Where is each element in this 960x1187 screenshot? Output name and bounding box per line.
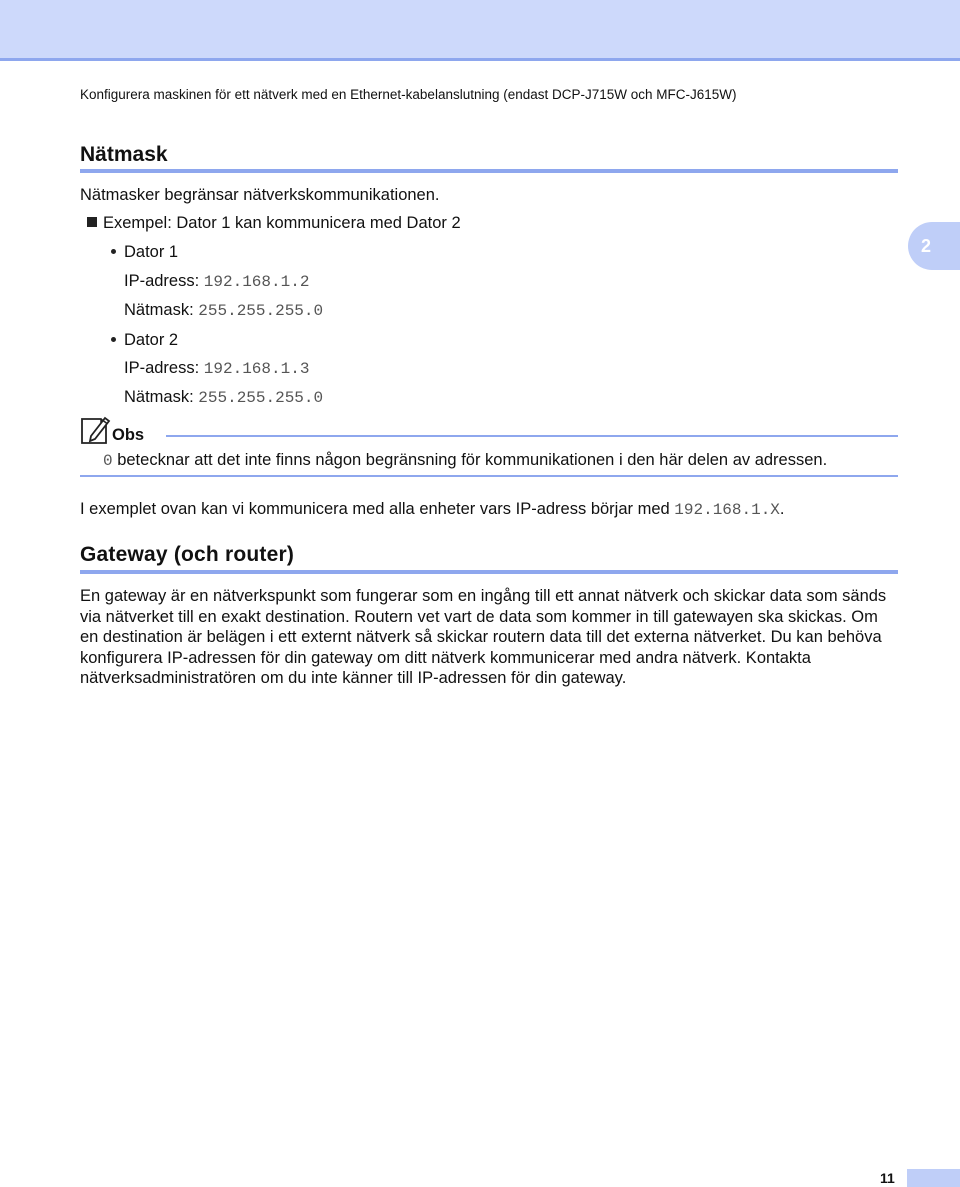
top-band bbox=[0, 0, 960, 58]
closing-paragraph bbox=[80, 500, 785, 519]
dator2-mask-row bbox=[124, 388, 323, 407]
mask-value: 255.255.255.0 bbox=[198, 389, 324, 407]
dator2-ip-row bbox=[124, 359, 309, 378]
closing-code: 192.168.1.X bbox=[674, 501, 780, 519]
mask-label: Nätmask: bbox=[124, 301, 194, 319]
dot-bullet-icon bbox=[111, 249, 116, 254]
chapter-number: 2 bbox=[921, 236, 932, 256]
section-title-gateway: Gateway (och router) bbox=[80, 543, 295, 566]
note-rule-top bbox=[166, 435, 898, 437]
mask-label: Nätmask: bbox=[124, 388, 194, 406]
page-number-box bbox=[907, 1169, 960, 1187]
note-rule-bottom bbox=[80, 475, 898, 477]
ip-value: 192.168.1.2 bbox=[203, 273, 310, 291]
note-label: Obs bbox=[112, 426, 145, 444]
section-title-natmask: Nätmask bbox=[80, 143, 168, 166]
dot-bullet-icon bbox=[111, 337, 116, 342]
closing-period: . bbox=[779, 500, 785, 518]
note-text bbox=[103, 451, 827, 470]
section-rule bbox=[80, 570, 898, 574]
closing-text: I exemplet ovan kan vi kommunicera med alla enheter vars IP-adress börjar med bbox=[80, 500, 670, 518]
square-bullet-icon bbox=[87, 217, 97, 227]
example-label: Exempel: Dator 1 kan kommunicera med Dator 2 bbox=[103, 214, 461, 232]
gateway-paragraph: En gateway är en nätverkspunkt som fungerar som en ingång till ett annat nätverk och skickar data som sänds via nätverket till en exakt destination. Routern vet vart de data som kommer in till gatewayen ska skickas. Om en destination är belägen i ett externt nätverk så skickar routern data till det externa nätverket. Du kan behöva konfigurera IP-adressen för din gateway om ditt nätverk kommunicerar med andra nätverk. Kontakta nätverksadministratören om du inte känner till IP-adressen för din gateway. bbox=[80, 587, 887, 687]
note-body: betecknar att det inte finns någon begränsning för kommunikationen i den här delen av adressen. bbox=[117, 451, 828, 469]
dator1-ip-row bbox=[124, 272, 309, 291]
page-number: 11 bbox=[880, 1170, 895, 1186]
note-pencil-icon bbox=[79, 414, 111, 446]
dator1-mask-row bbox=[124, 301, 323, 320]
section-rule bbox=[80, 169, 898, 173]
ip-label: IP-adress: bbox=[124, 272, 200, 290]
dator1-label: Dator 1 bbox=[124, 243, 179, 261]
running-header: Konfigurera maskinen för ett nätverk med en Ethernet-kabelanslutning (endast DCP-J715W och MFC-J615W) bbox=[80, 87, 737, 102]
intro-text: Nätmasker begränsar nätverkskommunikationen. bbox=[80, 186, 440, 204]
mask-value: 255.255.255.0 bbox=[198, 302, 324, 320]
ip-label: IP-adress: bbox=[124, 359, 200, 377]
note-code: 0 bbox=[103, 452, 113, 470]
ip-value: 192.168.1.3 bbox=[203, 360, 310, 378]
top-rule bbox=[0, 58, 960, 61]
chapter-tab bbox=[908, 222, 960, 270]
dator2-label: Dator 2 bbox=[124, 331, 179, 349]
